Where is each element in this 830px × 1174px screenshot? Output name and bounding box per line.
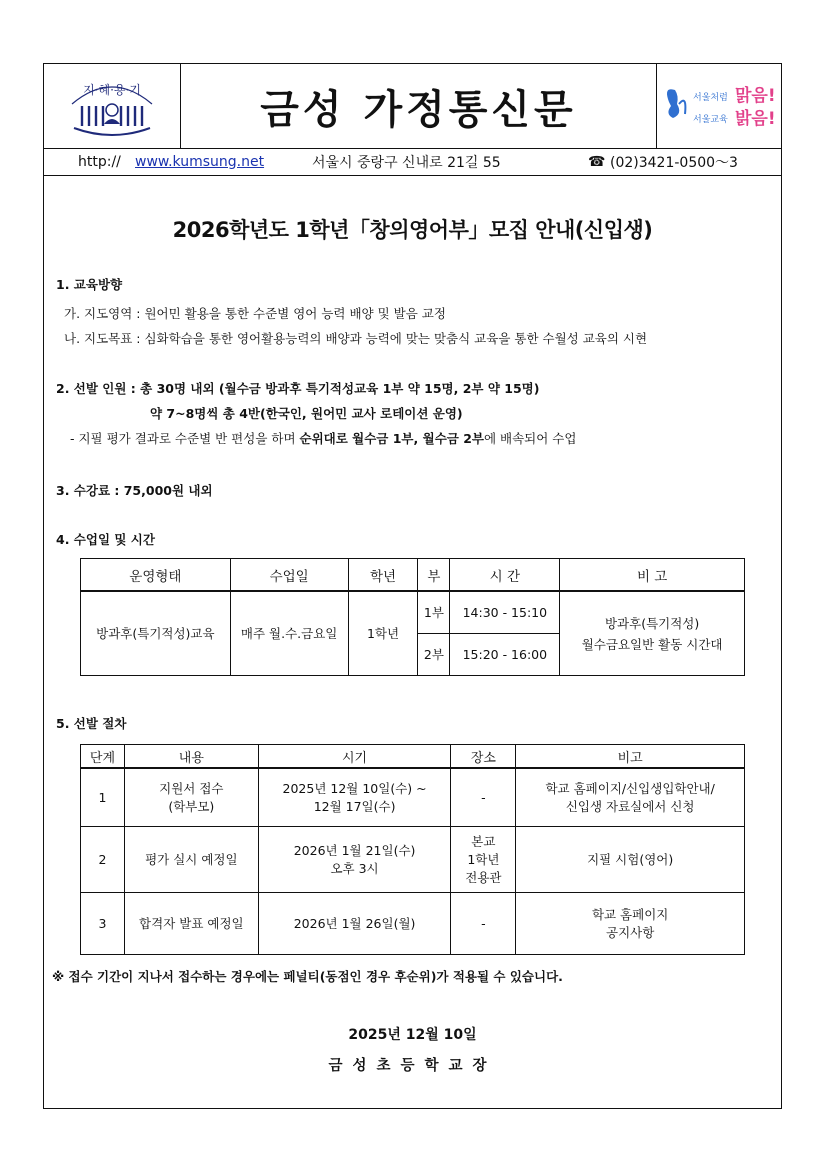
table-row bbox=[81, 768, 745, 826]
program-type: 방과후(특기적성)교육 bbox=[81, 591, 231, 675]
step-place: 본교 1학년 전용관 bbox=[451, 826, 516, 892]
section4-heading: 4. 수업일 및 시간 bbox=[56, 532, 155, 547]
section3-line: 3. 수강료 : 75,000원 내외 bbox=[56, 483, 213, 498]
header-cell: 수업일 bbox=[230, 559, 348, 592]
school-emblem-icon bbox=[44, 64, 180, 148]
table-header-row bbox=[81, 559, 745, 592]
http-prefix: http:// bbox=[78, 153, 121, 170]
header-cell: 내용 bbox=[124, 745, 258, 769]
step-period: 2026년 1월 21일(수) 오후 3시 bbox=[258, 826, 451, 892]
letterhead bbox=[44, 64, 781, 149]
school-website-link[interactable]: www.kumsung.net bbox=[135, 153, 265, 170]
part-1: 1부 bbox=[418, 591, 450, 633]
school-phone: (02)3421-0500～3 bbox=[610, 154, 738, 171]
notice-title: 2026학년도 1학년「창의영어부」모집 안내(신입생) bbox=[172, 218, 653, 242]
butterfly-slogan-icon bbox=[657, 64, 781, 148]
step-place: - bbox=[451, 768, 516, 826]
header-cell: 시기 bbox=[258, 745, 451, 769]
slogan-line-2: 서울교육 bbox=[693, 115, 728, 125]
table-row bbox=[81, 591, 745, 633]
class-days: 매주 월.수.금요일 bbox=[230, 591, 348, 675]
header-cell: 비 고 bbox=[560, 559, 745, 592]
header-cell: 장소 bbox=[451, 745, 516, 769]
step-number: 1 bbox=[81, 768, 125, 826]
step-note: 학교 홈페이지 공지사항 bbox=[516, 892, 745, 954]
section2-line-1: 2. 선발 인원 : 총 30명 내외 (월수금 방과후 특기적성교육 1부 약 15명, 2부 약 15명) bbox=[56, 381, 540, 396]
section2-line-2: 약 7~8명씩 총 4반(한국인, 원어민 교사 로테이션 운영) bbox=[150, 406, 463, 421]
slogan-word-1: 맑음! bbox=[735, 86, 776, 106]
issue-date: 2025년 12월 10일 bbox=[348, 1027, 477, 1043]
header-cell: 시 간 bbox=[450, 559, 560, 592]
step-content: 지원서 접수 (학부모) bbox=[124, 768, 258, 826]
step-number: 2 bbox=[81, 826, 125, 892]
table-header-row bbox=[81, 745, 745, 769]
table-row bbox=[81, 892, 745, 954]
principal-signature: 금성초등학교장 bbox=[328, 1058, 497, 1074]
section1-line-b: 나. 지도목표 : 심화학습을 통한 영어활용능력의 배양과 능력에 맞는 맞춤식 교육을 통한 수월성 교육의 시현 bbox=[64, 331, 648, 346]
part-2: 2부 bbox=[418, 633, 450, 675]
newsletter-title: 금성 가정통신문 bbox=[260, 85, 577, 133]
selection-procedure-table bbox=[80, 744, 745, 955]
logo-motto: 지·혜·용·기 bbox=[83, 83, 141, 97]
notice-frame bbox=[43, 63, 782, 1109]
section2-line-3: - 지필 평가 결과로 수준별 반 편성을 하며 순위대로 월수금 1부, 월수금 2부에 배속되어 수업 bbox=[70, 431, 577, 446]
school-logo bbox=[44, 64, 181, 148]
class-schedule-table bbox=[80, 558, 745, 676]
time-2: 15:20 - 16:00 bbox=[450, 633, 560, 675]
section1-heading: 1. 교육방향 bbox=[56, 277, 123, 292]
step-period: 2026년 1월 26일(월) bbox=[258, 892, 451, 954]
section1-line-a: 가. 지도영역 : 원어민 활용을 통한 수준별 영어 능력 배양 및 발음 교정 bbox=[64, 306, 446, 321]
time-1: 14:30 - 15:10 bbox=[450, 591, 560, 633]
table-row bbox=[81, 826, 745, 892]
step-note: 학교 홈페이지/신입생입학안내/ 신입생 자료실에서 신청 bbox=[516, 768, 745, 826]
step-place: - bbox=[451, 892, 516, 954]
header-cell: 학년 bbox=[348, 559, 418, 592]
contact-bar bbox=[44, 148, 781, 176]
seoul-education-logo bbox=[656, 64, 781, 148]
school-address: 서울시 중랑구 신내로 21길 55 bbox=[312, 154, 501, 171]
footnote: ※ 접수 기간이 지나서 접수하는 경우에는 페널티(동점인 경우 후순위)가 적용될 수 있습니다. bbox=[52, 969, 563, 984]
grade: 1학년 bbox=[348, 591, 418, 675]
step-content: 합격자 발표 예정일 bbox=[124, 892, 258, 954]
header-cell: 운영형태 bbox=[81, 559, 231, 592]
header-cell: 비고 bbox=[516, 745, 745, 769]
step-period: 2025년 12월 10일(수) ~ 12월 17일(수) bbox=[258, 768, 451, 826]
step-content: 평가 실시 예정일 bbox=[124, 826, 258, 892]
header-cell: 부 bbox=[418, 559, 450, 592]
header-cell: 단계 bbox=[81, 745, 125, 769]
step-note: 지필 시험(영어) bbox=[516, 826, 745, 892]
phone-icon: ☎ bbox=[588, 153, 606, 170]
schedule-note: 방과후(특기적성) 월수금요일반 활동 시간대 bbox=[560, 591, 745, 675]
section5-heading: 5. 선발 절차 bbox=[56, 716, 127, 731]
slogan-word-2: 밝음! bbox=[735, 109, 776, 129]
slogan-line-1: 서울처럼 bbox=[693, 93, 728, 103]
step-number: 3 bbox=[81, 892, 125, 954]
